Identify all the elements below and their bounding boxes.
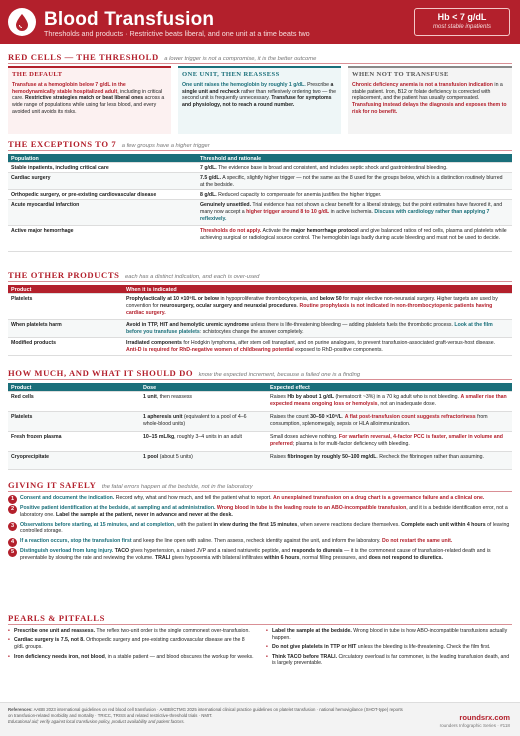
references: References: AABB 2023 international guidelines on red blood cell transfusion · AABB/ICTMG 2025 international clinical practice guidelines on platelet transfusion · national hemovigilance (SHOT-type) reports on transfusion-related morbidity and mortality · TRICC, TRISS and related restrictive-threshold trials · NMIT. Educational aid; verify against local transfusion policy, product availability and patient factors. xyxy=(8,707,403,724)
section-tagline: a lower trigger is not a compromise, it is the better outcome xyxy=(164,56,317,62)
section-divider xyxy=(8,624,512,625)
page-footer xyxy=(0,702,520,736)
cell-effect: Small doses achieve nothing. For warfarin reversal, 4-factor PCC is faster, smaller in volume and preferred; plasma is for multi-factor deficiency with bleeding. xyxy=(270,434,503,447)
cell-rationale: 7 g/dL. The evidence base is broad and consistent, and includes septic shock and gastrointestinal bleeding. xyxy=(200,165,448,171)
pearls-column-right xyxy=(266,628,512,670)
table-header-row xyxy=(8,383,512,392)
section-title: GIVING IT SAFELY xyxy=(8,480,97,490)
cell-product: Platelets xyxy=(11,414,33,420)
brand-link[interactable]: roundsrx.com xyxy=(459,713,510,722)
cell-population: Acute myocardial infarction xyxy=(11,202,80,208)
section-divider xyxy=(8,63,512,64)
column-header: Threshold and rationale xyxy=(200,156,262,162)
section-divider xyxy=(8,491,512,492)
cell-rationale: Thresholds do not apply. Activate the major hemorrhage protocol and give balanced ratios of red cells, plasma and platelets while achieving surgical or radiological source control. The hemoglobin lags badly during acute bleeding and must not be used to decide. xyxy=(200,228,507,241)
cell-dose: 1 pool (about 5 units) xyxy=(143,454,193,460)
exceptions-table xyxy=(8,154,512,252)
section-tagline: the fatal errors happen at the bedside, not in the laboratory xyxy=(101,484,253,490)
card-body: Transfuse at a hemoglobin below 7 g/dL in the hemodynamically stable hospitalized adult, including in critical care. Restrictive strategies match or beat liberal ones across a wide range of populations while using far less blood, and every avoided unit avoids its risks. xyxy=(12,81,165,116)
section-tagline: each has a distinct indication, and each is over-used xyxy=(125,274,260,280)
page-header xyxy=(0,0,520,44)
table-row xyxy=(8,190,512,200)
section-heading-pearls xyxy=(8,613,512,623)
pearl-item: • Iron deficiency needs iron, not blood, in a stable patient — and blood obscures the workup for weeks. xyxy=(8,654,254,661)
table-row xyxy=(8,294,512,320)
section-heading-exceptions xyxy=(8,139,512,149)
table-row xyxy=(8,320,512,338)
table-row xyxy=(8,452,512,470)
cell-effect: Raises fibrinogen by roughly 50–100 mg/dL. Recheck the fibrinogen rather than assuming. xyxy=(270,454,484,460)
step-number: 2 xyxy=(8,505,17,514)
cell-product: Platelets xyxy=(11,296,33,302)
page-subtitle: Thresholds and products · Restrictive beats liberal, and one unit at a time beats two xyxy=(44,29,310,38)
table-row xyxy=(8,338,512,356)
cell-rationale: 8 g/dL. Reduced capacity to compensate for anemia justifies the higher trigger. xyxy=(200,192,382,198)
cell-effect: Raises the count 30–50 ×10⁹/L. A flat post-transfusion count suggests refractoriness from consumption, splenomegaly, sepsis or HLA alloimmunization. xyxy=(270,414,488,427)
table-row xyxy=(8,173,512,190)
card-body: One unit raises the hemoglobin by roughly 1 g/dL. Prescribe a single unit and recheck rather than reflexively ordering two — the second unit is frequently unnecessary. Transfuse for symptoms and physiology, not to reach a round number. xyxy=(182,81,336,109)
threshold-badge-value: Hb < 7 g/dL xyxy=(437,12,487,22)
pearl-item: • Label the sample at the bedside. Wrong blood in tube is how ABO-incompatible transfusions actually happen. xyxy=(266,628,512,642)
step-number: 3 xyxy=(8,522,17,531)
step-number: 4 xyxy=(8,538,17,547)
card-default xyxy=(8,66,171,134)
cell-product: Modified products xyxy=(11,340,56,346)
table-row xyxy=(8,200,512,226)
section-title: RED CELLS — THE THRESHOLD xyxy=(8,52,159,62)
card-heading: WHEN NOT TO TRANSFUSE xyxy=(352,71,449,78)
step-number: 1 xyxy=(8,495,17,504)
cell-effect: Raises Hb by about 1 g/dL (hematocrit ~3%) in a 70 kg adult who is not bleeding. A smaller rise than expected means ongoing loss or hemolysis, not an inadequate dose. xyxy=(270,394,507,407)
cell-indication: Avoid in TTP, HIT and hemolytic uremic syndrome unless there is life-threatening bleeding — adding platelets fuels the thrombotic process. Look at the film before you transfuse platelets: schistocytes change the answer completely. xyxy=(126,322,493,335)
section-heading-safely xyxy=(8,480,512,490)
cell-product: Fresh frozen plasma xyxy=(11,434,62,440)
products-rows xyxy=(8,294,512,356)
cell-product: When platelets harm xyxy=(11,322,62,328)
safety-step xyxy=(8,495,512,502)
section-title: THE OTHER PRODUCTS xyxy=(8,270,120,280)
section-title: PEARLS & PITFALLS xyxy=(8,613,105,623)
card-heading: THE DEFAULT xyxy=(12,71,63,78)
section-divider xyxy=(8,150,512,151)
safety-step xyxy=(8,548,512,562)
card-heading: ONE UNIT, THEN REASSESS xyxy=(182,71,280,78)
blood-drop-logo xyxy=(8,8,36,36)
step-number: 5 xyxy=(8,548,17,557)
table-header-row xyxy=(8,285,512,294)
section-title: HOW MUCH, AND WHAT IT SHOULD DO xyxy=(8,368,194,378)
step-text: Consent and document the indication. Record why, what and how much, and tell the patient what to report. An unexplained transfusion on a drug chart is a governance failure and a clinical one. xyxy=(20,495,485,501)
dose-rows xyxy=(8,392,512,470)
cell-rationale: 7.5 g/dL. A specific, slightly higher trigger — not the same as the 8 used for the groups below, which is a distinction routinely blurred at the bedside. xyxy=(200,175,503,188)
section-title: THE EXCEPTIONS TO 7 xyxy=(8,139,117,149)
exceptions-rows xyxy=(8,163,512,252)
cell-population: Active major hemorrhage xyxy=(11,228,74,234)
dose-table xyxy=(8,383,512,470)
table-row xyxy=(8,163,512,173)
column-header: Product xyxy=(11,287,32,293)
column-header: Product xyxy=(11,385,32,391)
card-one-unit xyxy=(178,66,341,134)
cell-population: Orthopedic surgery, or pre-existing cardiovascular disease xyxy=(11,192,157,198)
pearl-item: • Cardiac surgery is 7.5, not 8. Orthopedic surgery and pre-existing cardiovascular disease are the 8 g/dL groups. xyxy=(8,637,254,651)
step-text: Observations before starting, at 15 minutes, and at completion, with the patient in view during the first 15 minutes, when severe reactions declare themselves. Complete each unit within 4 hours of leaving controlled storage. xyxy=(20,521,510,535)
cell-indication: Irradiated components for Hodgkin lymphoma, after stem cell transplant, and on purine analogues, to prevent transfusion-associated graft-versus-host disease. Anti-D is required for RhD-negative women of childbearing potential exposed to RhD-positive components. xyxy=(126,340,496,353)
step-text: If a reaction occurs, stop the transfusion first and keep the line open with saline. Then assess, recheck identity against the unit, and inform the laboratory. Do not restart the same unit. xyxy=(20,538,453,545)
safety-step xyxy=(8,538,512,545)
table-row xyxy=(8,226,512,252)
pearl-item: • Think TACO before TRALI. Circulatory overload is far commoner, is the leading transfusion death, and is largely preventable. xyxy=(266,654,512,668)
section-divider xyxy=(8,281,512,282)
table-row xyxy=(8,392,512,412)
pearls-column-left xyxy=(8,628,254,663)
column-header: Expected effect xyxy=(270,385,310,391)
column-header: When it is indicated xyxy=(126,287,177,293)
cell-rationale: Genuinely unsettled. Trial evidence has not shown a clear benefit for a liberal strategy, but the point estimates have favored it, and many now accept a higher trigger around 8 to 10 g/dL in active ischemia. Discuss with cardiology rather than applying 7 reflexively. xyxy=(200,202,503,222)
cell-indication: Prophylactically at 10 ×10⁹/L or below in hypoproliferative thrombocytopenia, and below 50 for major elective non-neuraxial surgery. Higher targets are used by convention for neurosurgery, ocular surgery and neuraxial procedures. Routine prophylaxis is not indicated in non-thrombocytopenic patients having cardiac surgery. xyxy=(126,296,498,316)
cell-product: Red cells xyxy=(11,394,34,400)
pearl-item: • Do not give platelets in TTP or HIT unless the bleeding is life-threatening. Check the film first. xyxy=(266,644,512,651)
page-title: Blood Transfusion xyxy=(44,9,215,30)
table-row xyxy=(8,432,512,452)
card-body: Chronic deficiency anemia is not a transfusion indication in a stable patient. Iron, B12 or folate deficiency is corrected with replacement, and the patient has usually compensated. Transfusing instead delays the diagnosis and exposes them to risk for no benefit. xyxy=(352,81,507,116)
cell-population: Cardiac surgery xyxy=(11,175,51,181)
cell-dose: 10–15 mL/kg, roughly 3–4 units in an adult xyxy=(143,434,242,440)
table-header-row xyxy=(8,154,512,163)
column-header: Dose xyxy=(143,385,157,391)
products-table xyxy=(8,285,512,356)
threshold-badge-caption: most stable inpatients xyxy=(432,23,492,30)
safety-step xyxy=(8,505,512,519)
step-text: Positive patient identification at the bedside, at sampling and at administration. Wrong blood in tube is the leading route to an ABO-incompatible transfusion, and it is a bedside identification error, not a laboratory one. Label the sample at the patient, never in advance and never at the desk. xyxy=(20,504,508,518)
table-row xyxy=(8,412,512,432)
section-heading-products xyxy=(8,270,512,280)
cell-product: Cryoprecipitate xyxy=(11,454,50,460)
pearl-item: • Prescribe one unit and reassess. The reflex two-unit order is the single commonest over-transfusion. xyxy=(8,628,254,635)
section-heading-how-much xyxy=(8,368,512,378)
threshold-cards xyxy=(8,66,512,134)
blood-drop-icon xyxy=(15,13,29,31)
safety-step xyxy=(8,522,512,536)
column-header: Population xyxy=(11,156,39,162)
safety-steps xyxy=(8,495,512,565)
cell-dose: 1 unit, then reassess xyxy=(143,394,193,400)
section-heading-threshold xyxy=(8,52,512,62)
section-tagline: know the expected increment, because a failed one is a finding xyxy=(198,372,361,378)
series-label: rounders Infographic Series · #118 xyxy=(439,723,510,729)
card-when-not xyxy=(348,66,512,134)
step-text: Distinguish overload from lung injury. TACO gives hypertension, a raised JVP and a raised natriuretic peptide, and responds to diuresis — it is the commonest cause of transfusion-related death and is preventable by slowing the rate and reviewing the volume. TRALI gives hypoxemia with bilateral infiltrates within 6 hours, normal filling pressures, and does not respond to diuretics. xyxy=(20,548,491,562)
threshold-badge xyxy=(414,8,510,36)
brand-block xyxy=(440,713,510,729)
section-divider xyxy=(8,379,512,380)
section-tagline: a few groups have a higher trigger xyxy=(121,143,210,149)
cell-population: Stable inpatients, including critical care xyxy=(11,165,109,171)
pearls-list xyxy=(8,628,512,704)
cell-dose: 1 apheresis unit (equivalent to a pool of 4–6 whole-blood units) xyxy=(143,414,247,427)
